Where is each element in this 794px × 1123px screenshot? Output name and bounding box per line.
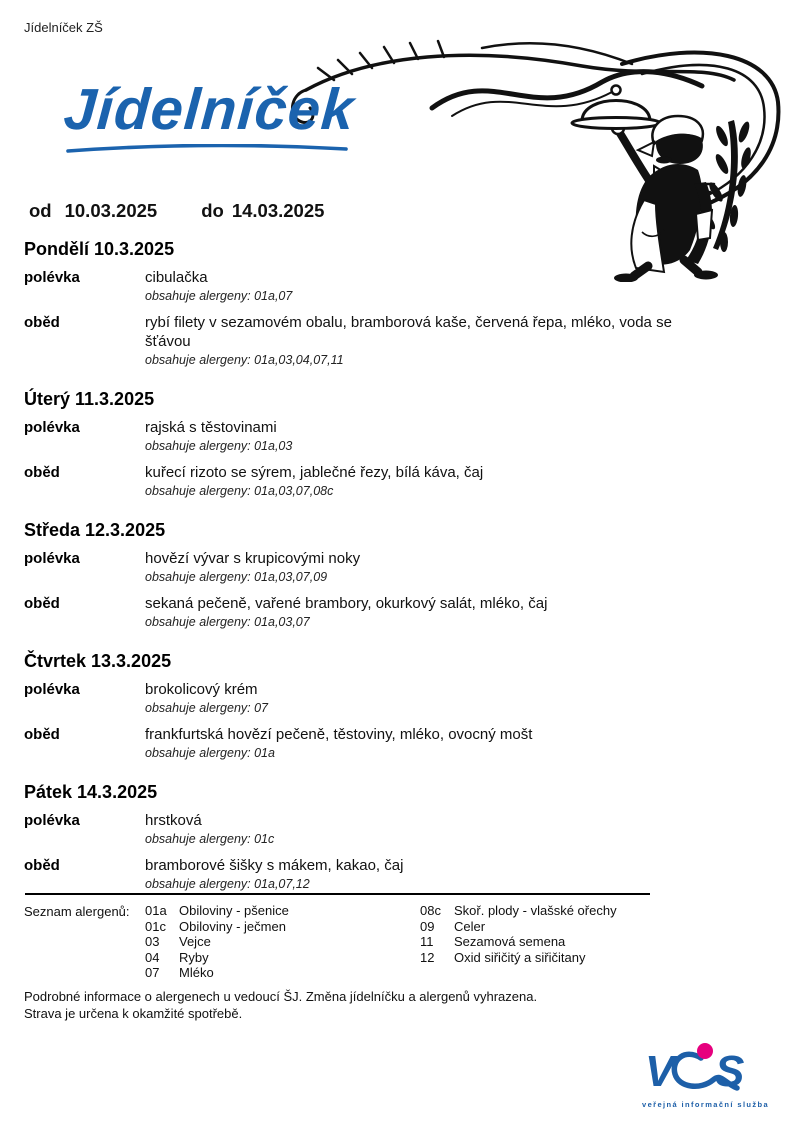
date-range bbox=[29, 200, 324, 222]
allergen-item bbox=[145, 934, 289, 950]
menu-row bbox=[24, 725, 720, 761]
menu-row bbox=[24, 680, 720, 716]
meal-type-label: oběd bbox=[24, 595, 60, 612]
allergen-name: Vejce bbox=[179, 934, 211, 949]
dish-text: sekaná pečeně, vařené brambory, okurkový salát, mléko, čaj bbox=[145, 595, 548, 612]
allergen-name: Sezamová semena bbox=[454, 934, 566, 949]
allergen-note: obsahuje alergeny: 01a,03 bbox=[145, 439, 293, 453]
vis-logo-tagline: veřejná informační služba bbox=[642, 1100, 770, 1109]
dish-text: rajská s těstovinami bbox=[145, 419, 277, 436]
allergen-item bbox=[420, 903, 617, 919]
allergen-code: 09 bbox=[420, 918, 435, 934]
meal-type-label: polévka bbox=[24, 550, 80, 567]
day-heading: Úterý 11.3.2025 bbox=[24, 389, 155, 409]
vis-logo-icon bbox=[645, 1042, 749, 1094]
day-section bbox=[0, 238, 794, 368]
day-heading: Pátek 14.3.2025 bbox=[24, 782, 158, 802]
meal-type-label: polévka bbox=[24, 419, 80, 436]
allergen-item bbox=[420, 934, 617, 950]
allergen-code: 07 bbox=[145, 965, 160, 980]
meal-content bbox=[145, 811, 720, 847]
allergen-item bbox=[420, 919, 617, 935]
allergen-note: obsahuje alergeny: 01a,07,12 bbox=[145, 877, 310, 891]
allergen-name: Skoř. plody - vlašské ořechy bbox=[454, 903, 617, 918]
allergen-name: Oxid siřičitý a siřičitany bbox=[454, 949, 586, 965]
allergen-item bbox=[145, 903, 289, 919]
allergen-item bbox=[145, 965, 289, 981]
allergen-code: 03 bbox=[145, 934, 160, 949]
allergen-name: Mléko bbox=[179, 965, 214, 980]
dish-text: kuřecí rizoto se sýrem, jablečné řezy, bílá káva, čaj bbox=[145, 464, 484, 481]
menu-row bbox=[24, 268, 720, 304]
menu-row bbox=[24, 418, 720, 454]
meal-content bbox=[145, 856, 720, 892]
footer-notes bbox=[24, 988, 537, 1022]
allergen-note: obsahuje alergeny: 01a,03,07,08c bbox=[145, 484, 334, 498]
menu-row bbox=[24, 856, 720, 892]
dish-text: bramborové šišky s mákem, kakao, čaj bbox=[145, 857, 404, 874]
allergen-item bbox=[145, 919, 289, 935]
allergen-list bbox=[0, 903, 794, 983]
allergen-name: Celer bbox=[454, 918, 486, 934]
day-section bbox=[0, 519, 794, 630]
vis-pink-dot bbox=[697, 1043, 713, 1059]
dish-text: cibulačka bbox=[145, 269, 208, 286]
date-from: 10.03.2025 bbox=[64, 200, 158, 221]
allergen-note: obsahuje alergeny: 01a,03,07,09 bbox=[145, 570, 328, 584]
svg-text:V: V bbox=[645, 1047, 675, 1094]
allergen-column-right bbox=[420, 903, 617, 965]
day-heading: Středa 12.3.2025 bbox=[24, 520, 166, 540]
allergen-item bbox=[420, 950, 617, 966]
allergen-code: 01a bbox=[145, 903, 167, 918]
meal-type-label: oběd bbox=[24, 464, 60, 481]
dish-text: hrstková bbox=[145, 812, 202, 829]
dish-text: rybí filety v sezamovém obalu, bramborová kaše, červená řepa, mléko, voda se šťávou bbox=[145, 314, 672, 350]
meal-content bbox=[145, 725, 720, 761]
day-heading: Pondělí 10.3.2025 bbox=[24, 239, 175, 259]
allergen-code: 11 bbox=[420, 934, 434, 949]
allergen-item bbox=[145, 950, 289, 966]
allergen-code: 04 bbox=[145, 949, 160, 965]
menu-row bbox=[24, 463, 720, 499]
day-section bbox=[0, 650, 794, 761]
allergen-note: obsahuje alergeny: 01a,03,07 bbox=[145, 615, 310, 629]
allergen-column-left bbox=[145, 903, 289, 981]
date-to-label: do bbox=[201, 200, 224, 221]
menu-title: Jídelníček bbox=[61, 77, 357, 142]
footer-note-2: Strava je určena k okamžité spotřebě. bbox=[24, 1006, 243, 1021]
meal-type-label: oběd bbox=[24, 857, 60, 874]
allergen-note: obsahuje alergeny: 01c bbox=[145, 832, 275, 846]
menu-row bbox=[24, 313, 720, 368]
allergen-code: 01c bbox=[145, 918, 166, 934]
day-heading: Čtvrtek 13.3.2025 bbox=[24, 651, 172, 671]
meal-type-label: oběd bbox=[24, 726, 60, 743]
menu-row bbox=[24, 549, 720, 585]
dish-text: frankfurtská hovězí pečeně, těstoviny, mléko, ovocný mošt bbox=[145, 726, 533, 743]
allergen-note: obsahuje alergeny: 01a,03,04,07,11 bbox=[145, 353, 344, 367]
meal-content bbox=[145, 418, 720, 454]
date-from-label: od bbox=[29, 200, 52, 221]
allergen-note: obsahuje alergeny: 07 bbox=[145, 701, 269, 715]
allergen-name: Obiloviny - ječmen bbox=[179, 918, 286, 934]
allergen-name: Ryby bbox=[179, 949, 209, 965]
meal-type-label: polévka bbox=[24, 812, 80, 829]
day-section bbox=[0, 388, 794, 499]
meal-content bbox=[145, 313, 720, 368]
allergen-name: Obiloviny - pšenice bbox=[179, 903, 289, 918]
svg-text:S: S bbox=[715, 1047, 745, 1094]
divider-line bbox=[25, 893, 650, 895]
meal-type-label: oběd bbox=[24, 314, 60, 331]
meal-type-label: polévka bbox=[24, 681, 80, 698]
day-sections bbox=[0, 238, 794, 901]
meal-content bbox=[145, 594, 720, 630]
title-underline-swoosh bbox=[66, 144, 348, 154]
vis-logo bbox=[642, 1042, 770, 1109]
meal-content bbox=[145, 549, 720, 585]
menu-row bbox=[24, 811, 720, 847]
allergen-code: 12 bbox=[420, 949, 435, 965]
meal-type-label: polévka bbox=[24, 269, 80, 286]
allergen-note: obsahuje alergeny: 01a bbox=[145, 746, 275, 760]
dish-text: brokolicový krém bbox=[145, 681, 258, 698]
footer-note-1: Podrobné informace o alergenech u vedoucí ŠJ. Změna jídelníčku a alergenů vyhrazena. bbox=[24, 989, 538, 1004]
meal-content bbox=[145, 268, 720, 304]
allergen-note: obsahuje alergeny: 01a,07 bbox=[145, 289, 293, 303]
meal-content bbox=[145, 463, 720, 499]
page-title: Jídelníček ZŠ bbox=[24, 20, 103, 35]
menu-row bbox=[24, 594, 720, 630]
allergen-list-label: Seznam alergenů: bbox=[24, 904, 130, 919]
dish-text: hovězí vývar s krupicovými noky bbox=[145, 550, 361, 567]
meal-content bbox=[145, 680, 720, 716]
day-section bbox=[0, 781, 794, 892]
date-to: 14.03.2025 bbox=[231, 200, 325, 221]
allergen-code: 08c bbox=[420, 903, 441, 918]
